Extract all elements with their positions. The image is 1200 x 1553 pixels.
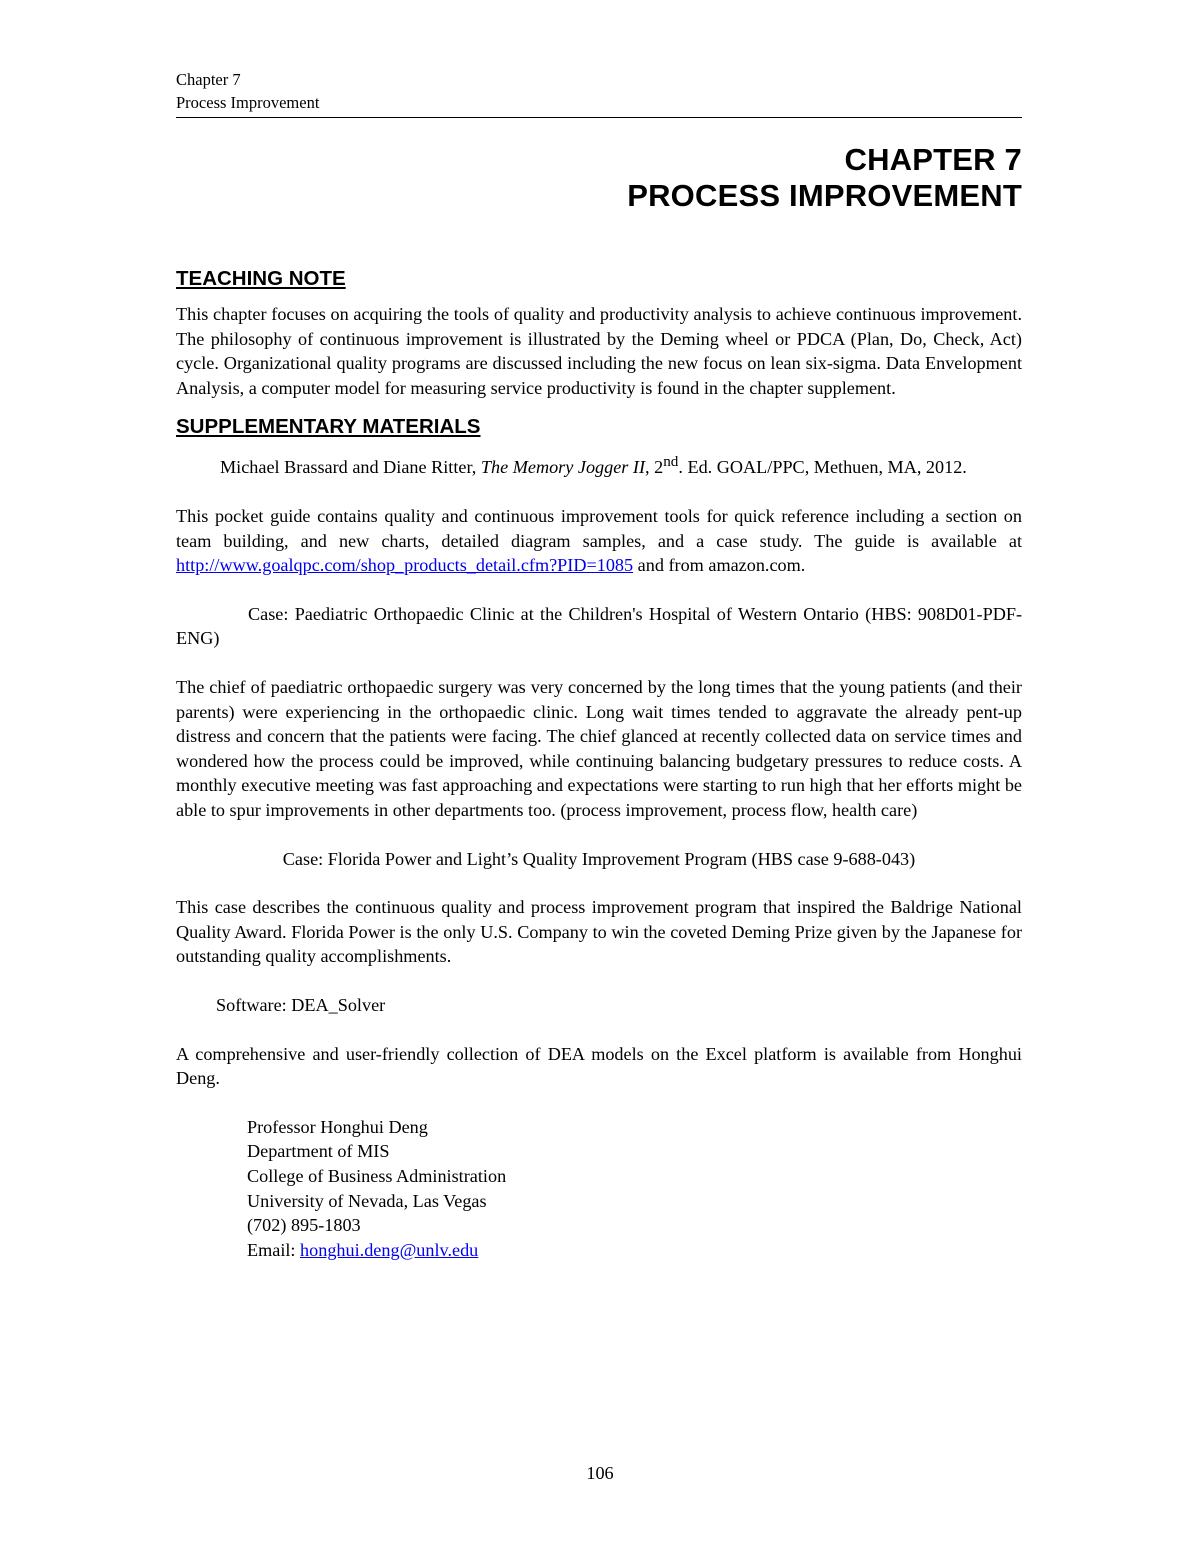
running-header (176, 68, 1022, 114)
email-link[interactable]: honghui.deng@unlv.edu (300, 1239, 479, 1260)
goalqpc-link[interactable]: http://www.goalqpc.com/shop_products_detail.cfm?PID=1085 (176, 555, 634, 576)
document-page (176, 68, 1022, 1262)
contact-email (247, 1238, 1022, 1263)
book-edition: , 2 (645, 457, 664, 478)
email-label: Email: (247, 1239, 301, 1260)
header-rule (176, 117, 1022, 118)
contact-college: College of Business Administration (247, 1165, 507, 1186)
book-edition-sup: nd (663, 453, 679, 471)
supplementary-heading: SUPPLEMENTARY MATERIALS (176, 415, 481, 439)
contact-dept: Department of MIS (247, 1141, 390, 1162)
guide-paragraph (176, 504, 1022, 578)
chapter-title (176, 142, 1022, 214)
header-title: Process Improvement (176, 93, 320, 112)
guide-text: This pocket guide contains quality and continuous improvement tools for quick reference including a section on team building, and new charts, detailed diagram samples, and a case study. The guide is available at (176, 506, 1022, 551)
contact-phone: (702) 895-1803 (247, 1215, 361, 1236)
contact-university: University of Nevada, Las Vegas (247, 1190, 487, 1211)
software-title: Software: DEA_Solver (216, 994, 386, 1015)
book-authors: Michael Brassard and Diane Ritter, (220, 457, 481, 478)
contact-block (176, 1115, 1022, 1263)
chapter-title-line1: CHAPTER 7 (844, 142, 1022, 177)
chapter-title-line2: PROCESS IMPROVEMENT (627, 178, 1022, 213)
header-chapter: Chapter 7 (176, 70, 241, 89)
case2-title: Case: Florida Power and Light’s Quality Improvement Program (HBS case 9-688-043) (282, 848, 916, 869)
teaching-note-heading: TEACHING NOTE (176, 267, 346, 290)
book-title: The Memory Jogger II (480, 457, 646, 478)
teaching-note-body: This chapter focuses on acquiring the tools of quality and productivity analysis to achieve continuous improvement. The philosophy of continuous improvement is illustrated by the Deming wheel or PDCA (Plan, Do, Check, Act) cycle. Organizational quality programs are discussed including the new focus on lean six-sigma. Data Envelopment Analysis, a computer model for measuring service productivity is found in the chapter supplement. (176, 304, 1022, 398)
book-publisher: . Ed. GOAL/PPC, Methuen, MA, 2012. (678, 457, 967, 478)
case1-body: The chief of paediatric orthopaedic surgery was very concerned by the long times that the young patients (and their parents) were experiencing in the orthopaedic clinic. Long wait times tended to aggravate the already pent-up distress and concern that the patients were facing. The chief glanced at recently collected data on service times and wondered how the process could be improved, while continuing balancing budgetary pressures to reduce costs. A monthly executive meeting was fast approaching and expectations were starting to run high that her efforts might be able to spur improvements in other departments too. (process improvement, process flow, health care) (176, 677, 1022, 820)
book-reference (176, 450, 1022, 480)
case2-body: This case describes the continuous quality and process improvement program that inspired the Baldrige National Quality Award. Florida Power is the only U.S. Company to win the coveted Deming Prize given by the Japanese for outstanding quality accomplishments. (176, 897, 1022, 967)
contact-name: Professor Honghui Deng (247, 1116, 428, 1137)
page-number: 106 (586, 1463, 614, 1483)
software-body: A comprehensive and user-friendly collection of DEA models on the Excel platform is available from Honghui Deng. (176, 1043, 1022, 1089)
guide-after: and from amazon.com. (633, 555, 806, 576)
case1-title: Case: Paediatric Orthopaedic Clinic at the Children's Hospital of Western Ontario (HBS: 908D01-PDF-ENG) (176, 603, 1022, 649)
